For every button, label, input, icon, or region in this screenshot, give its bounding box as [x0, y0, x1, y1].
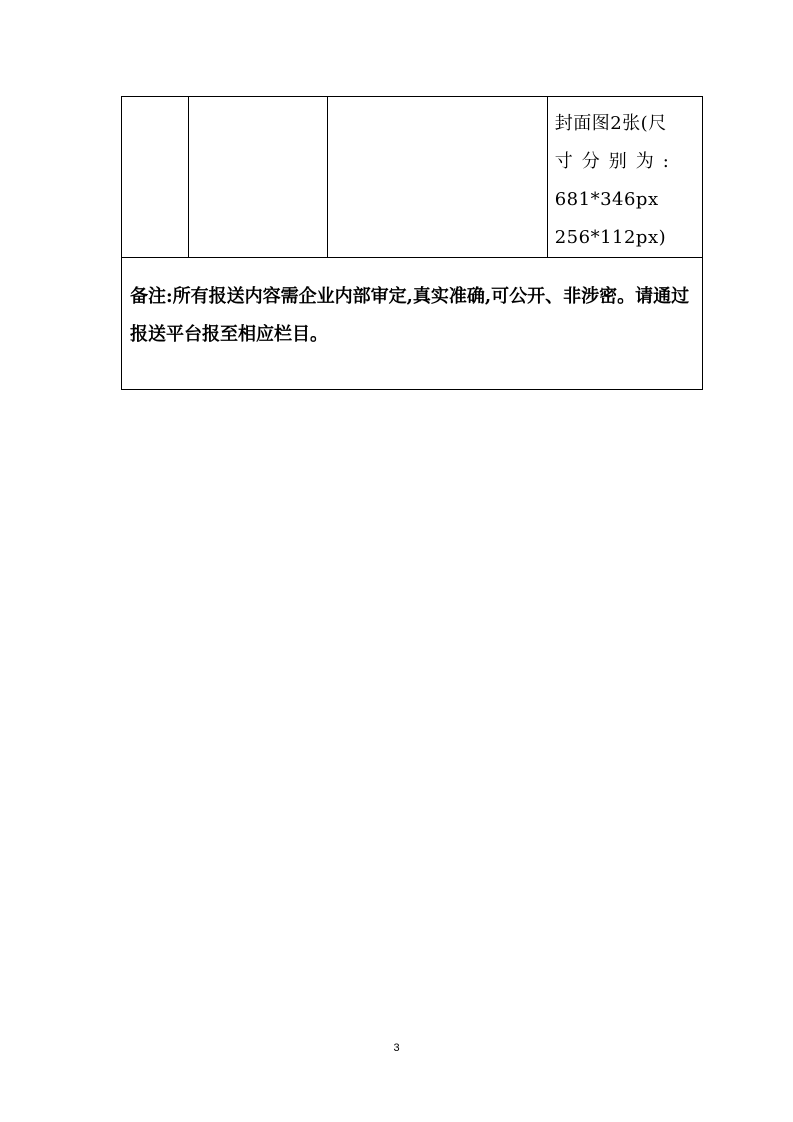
- spec-line: 封面图2张(尺: [554, 113, 667, 134]
- table-cell-empty: [328, 97, 547, 258]
- spec-line: 256*112px): [554, 227, 667, 248]
- table-cell-empty: [189, 97, 328, 258]
- document-table: [121, 96, 703, 390]
- spec-line: 寸分别为:: [554, 151, 678, 172]
- spec-line: 681*346px: [554, 189, 659, 210]
- table-row: [122, 258, 703, 390]
- note-cell: 备注:所有报送内容需企业内部审定,真实准确,可公开、非涉密。请通过报送平台报至相应栏目。: [122, 258, 703, 390]
- page-number: 3: [393, 1042, 400, 1054]
- cover-image-spec-cell: [547, 97, 702, 258]
- table-cell-empty: [122, 97, 189, 258]
- table-row: [122, 97, 703, 258]
